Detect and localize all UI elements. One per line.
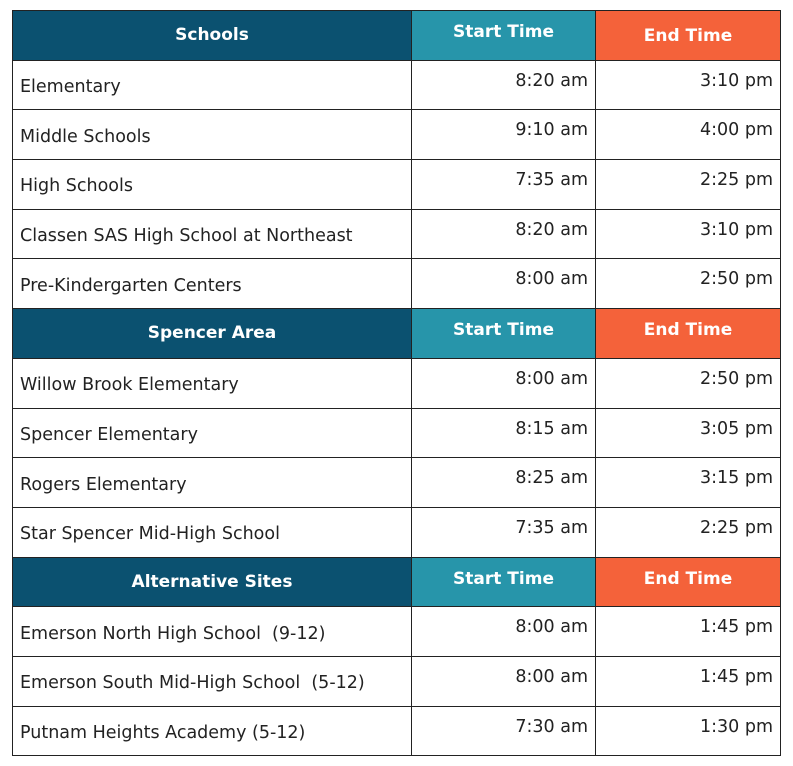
end-time-cell (596, 209, 781, 259)
table-body (13, 11, 781, 756)
start-time-cell (412, 507, 596, 557)
end-time-value: 1:30 pm (699, 716, 773, 737)
section-header-row (13, 11, 781, 61)
table-row (13, 110, 781, 160)
start-time-value: 7:35 am (515, 517, 588, 538)
start-time-cell (412, 358, 596, 408)
school-name: Putnam Heights Academy (5-12) (13, 706, 412, 756)
end-time-cell (596, 259, 781, 309)
end-time-value: 3:10 pm (699, 70, 773, 91)
end-time-cell (596, 358, 781, 408)
start-time-cell (412, 408, 596, 458)
end-time-cell (596, 507, 781, 557)
school-name: Pre-Kindergarten Centers (13, 259, 412, 309)
start-time-cell (412, 259, 596, 309)
start-time-value: 8:00 am (515, 617, 588, 638)
end-time-value: 2:25 pm (699, 517, 773, 538)
end-time-header (596, 309, 781, 359)
end-time-value: 3:10 pm (699, 219, 773, 240)
start-time-header (412, 309, 596, 359)
school-name: High Schools (13, 160, 412, 210)
section-header-row (13, 557, 781, 607)
table-row (13, 358, 781, 408)
section-title: Alternative Sites (13, 557, 412, 607)
school-name: Spencer Elementary (13, 408, 412, 458)
end-time-cell (596, 706, 781, 756)
section-title: Schools (13, 11, 412, 61)
start-time-header (412, 11, 596, 61)
school-name: Rogers Elementary (13, 458, 412, 508)
table-row (13, 60, 781, 110)
end-time-cell (596, 110, 781, 160)
end-time-value: 2:50 pm (699, 368, 773, 389)
end-time-value: 1:45 pm (699, 666, 773, 687)
start-time-cell (412, 209, 596, 259)
school-name: Classen SAS High School at Northeast (13, 209, 412, 259)
end-time-cell (596, 458, 781, 508)
table-row (13, 706, 781, 756)
start-time-cell (412, 458, 596, 508)
start-time-value: 8:15 am (515, 418, 588, 439)
end-time-header-label: End Time (643, 26, 733, 46)
start-time-cell (412, 110, 596, 160)
start-time-value: 8:25 am (515, 468, 588, 489)
school-name: Middle Schools (13, 110, 412, 160)
start-time-cell (412, 160, 596, 210)
start-time-value: 7:30 am (515, 716, 588, 737)
end-time-value: 1:45 pm (699, 617, 773, 638)
end-time-header (596, 11, 781, 61)
end-time-cell (596, 60, 781, 110)
start-time-value: 8:20 am (515, 219, 588, 240)
end-time-cell (596, 408, 781, 458)
end-time-header (596, 557, 781, 607)
end-time-header-label: End Time (643, 320, 733, 341)
table-row (13, 458, 781, 508)
school-name: Star Spencer Mid-High School (13, 507, 412, 557)
table-row (13, 507, 781, 557)
table-row (13, 160, 781, 210)
table-row (13, 607, 781, 657)
end-time-cell (596, 607, 781, 657)
table-row (13, 656, 781, 706)
end-time-value: 3:15 pm (699, 468, 773, 489)
start-time-cell (412, 706, 596, 756)
end-time-value: 4:00 pm (699, 120, 773, 141)
end-time-value: 2:25 pm (699, 170, 773, 191)
end-time-header-label: End Time (643, 568, 733, 589)
table-row (13, 209, 781, 259)
start-time-header (412, 557, 596, 607)
start-time-value: 7:35 am (515, 170, 588, 191)
end-time-value: 3:05 pm (699, 418, 773, 439)
start-time-value: 8:00 am (515, 666, 588, 687)
start-time-value: 8:00 am (515, 368, 588, 389)
end-time-cell (596, 160, 781, 210)
start-time-header-label: Start Time (453, 320, 554, 341)
start-time-value: 8:00 am (515, 269, 588, 290)
table-row (13, 408, 781, 458)
start-time-value: 8:20 am (515, 70, 588, 91)
end-time-cell (596, 656, 781, 706)
school-name: Emerson South Mid-High School (5-12) (13, 656, 412, 706)
start-time-value: 9:10 am (515, 120, 588, 141)
school-name: Emerson North High School (9-12) (13, 607, 412, 657)
start-time-header-label: Start Time (453, 22, 554, 42)
section-header-row (13, 309, 781, 359)
school-name: Elementary (13, 60, 412, 110)
school-name: Willow Brook Elementary (13, 358, 412, 408)
end-time-value: 2:50 pm (699, 269, 773, 290)
start-time-cell (412, 607, 596, 657)
school-bell-times-table (12, 10, 781, 756)
start-time-cell (412, 60, 596, 110)
table-row (13, 259, 781, 309)
start-time-cell (412, 656, 596, 706)
start-time-header-label: Start Time (453, 568, 554, 589)
section-title: Spencer Area (13, 309, 412, 359)
